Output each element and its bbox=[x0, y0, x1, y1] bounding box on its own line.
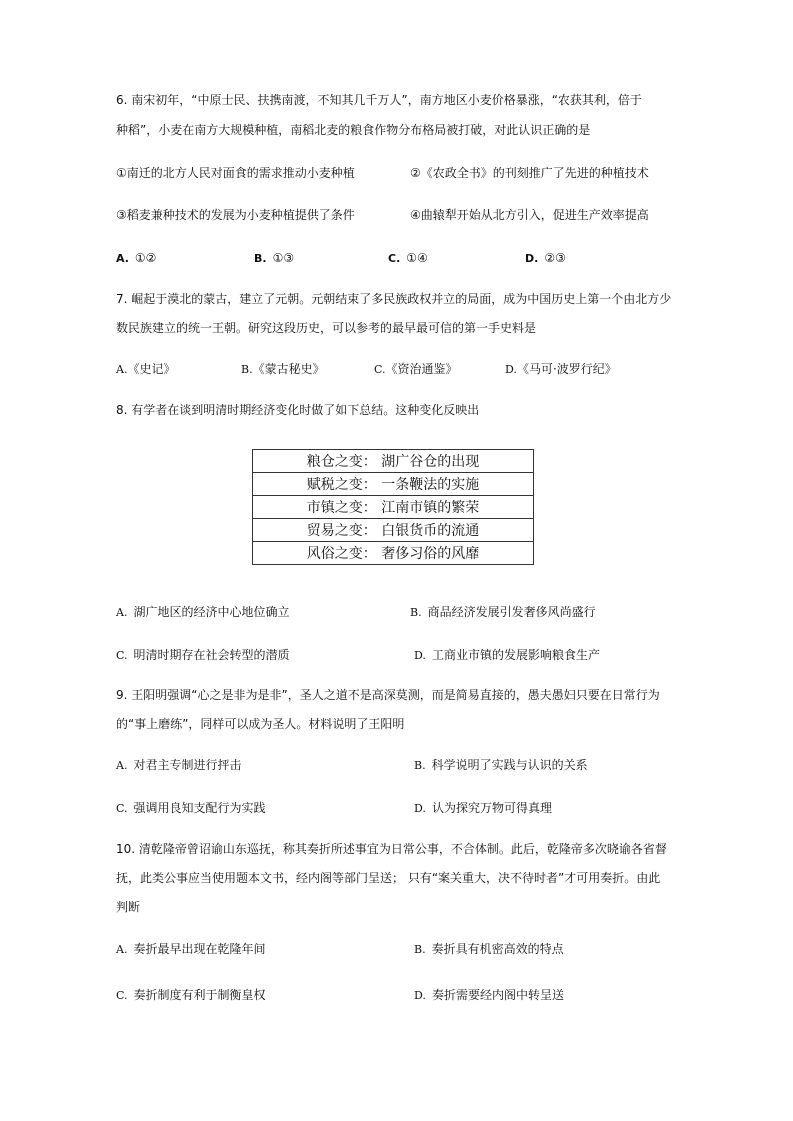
option-text: 奏折制度有利于制衡皇权 bbox=[133, 988, 266, 1002]
option-letter: A. bbox=[116, 252, 129, 265]
option-letter: D. bbox=[414, 649, 426, 662]
option-text: 商品经济发展引发奢侈风尚盛行 bbox=[427, 605, 596, 619]
option-text: 奏折最早出现在乾隆年间 bbox=[133, 942, 266, 956]
option-text: ①④ bbox=[406, 251, 428, 265]
q10-option-c[interactable] bbox=[116, 987, 266, 1004]
q7-stem-line1: 7. 崛起于漠北的蒙古，建立了元朝。元朝结束了多民族政权并立的局面，成为中国历史上第一个由北方少 bbox=[116, 292, 672, 306]
q9-option-b[interactable] bbox=[414, 757, 588, 774]
option-text: 对君主专制进行抨击 bbox=[133, 758, 242, 772]
q6-option-c[interactable] bbox=[388, 250, 428, 267]
q10-option-d[interactable] bbox=[414, 987, 564, 1004]
option-letter: D. bbox=[414, 802, 426, 815]
option-letter: B. bbox=[254, 252, 267, 265]
q6-statement-1: ①南迁的北方人民对面食的需求推动小麦种植 bbox=[116, 166, 355, 180]
option-text: 科学说明了实践与认识的关系 bbox=[431, 758, 588, 772]
option-letter: D. bbox=[414, 989, 426, 1002]
option-letter: A. bbox=[116, 606, 128, 619]
table-row: 粮仓之变： 湖广谷仓的出现 bbox=[253, 450, 534, 473]
q9-stem-line2: 的“事上磨练”，同样可以成为圣人。材料说明了王阳明 bbox=[116, 717, 405, 731]
option-text: 《马可·波罗行纪》 bbox=[516, 362, 617, 376]
option-letter: A. bbox=[116, 759, 128, 772]
table-row: 贸易之变： 白银货币的流通 bbox=[253, 519, 534, 542]
q8-option-a[interactable] bbox=[116, 604, 289, 621]
table-row: 风俗之变： 奢侈习俗的风靡 bbox=[253, 542, 534, 565]
option-letter: B. bbox=[241, 363, 253, 376]
option-text: ①③ bbox=[272, 251, 295, 265]
option-letter: A. bbox=[116, 943, 128, 956]
option-text: ①② bbox=[134, 251, 157, 265]
q6-stem-line2: 种稻”，小麦在南方大规模种植，南稻北麦的粮食作物分布格局被打破，对此认识正确的是 bbox=[116, 123, 591, 137]
q6-option-b[interactable] bbox=[254, 250, 294, 267]
q7-stem-line2: 数民族建立的统一王朝。研究这段历史，可以参考的最早最可信的第一手史料是 bbox=[116, 321, 537, 335]
option-text: 工商业市镇的发展影响粮食生产 bbox=[431, 648, 600, 662]
option-letter: C. bbox=[116, 649, 128, 662]
option-letter: C. bbox=[374, 363, 386, 376]
q8-option-d[interactable] bbox=[414, 647, 600, 664]
option-letter: C. bbox=[116, 989, 128, 1002]
option-letter: A. bbox=[116, 363, 128, 376]
option-letter: B. bbox=[414, 759, 426, 772]
q7-option-d[interactable] bbox=[505, 361, 617, 378]
q6-statement-2: ②《农政全书》的刊刻推广了先进的种植技术 bbox=[410, 166, 649, 180]
option-letter: C. bbox=[388, 252, 401, 265]
q6-stem-line1: 6. 南宋初年，“中原士民、扶携南渡，不知其几千万人”，南方地区小麦价格暴涨，“农获其利，倍于 bbox=[116, 93, 642, 107]
option-text: 奏折具有机密高效的特点 bbox=[431, 942, 564, 956]
q6-statement-3: ③稻麦兼种技术的发展为小麦种植提供了条件 bbox=[116, 208, 355, 222]
option-letter: B. bbox=[414, 943, 426, 956]
q6-statement-4: ④曲辕犁开始从北方引入，促进生产效率提高 bbox=[410, 208, 649, 222]
option-text: 《蒙古秘史》 bbox=[252, 362, 325, 376]
option-text: 认为探究万物可得真理 bbox=[431, 801, 552, 815]
q9-option-d[interactable] bbox=[414, 800, 552, 817]
option-letter: D. bbox=[505, 363, 517, 376]
q7-option-c[interactable] bbox=[374, 361, 458, 378]
q9-stem-line1: 9. 王阳明强调“心之是非为是非”，圣人之道不是高深莫测，而是简易直接的，愚夫愚妇只要在日常行为 bbox=[116, 688, 660, 702]
option-text: 明清时期存在社会转型的潜质 bbox=[133, 648, 290, 662]
q6-option-a[interactable] bbox=[116, 250, 156, 267]
q7-option-b[interactable] bbox=[241, 361, 325, 378]
option-text: 奏折需要经内阁中转呈送 bbox=[431, 988, 564, 1002]
option-text: ②③ bbox=[544, 251, 566, 265]
option-letter: B. bbox=[410, 606, 422, 619]
option-letter: D. bbox=[525, 252, 539, 265]
option-letter: C. bbox=[116, 802, 128, 815]
q8-option-c[interactable] bbox=[116, 647, 290, 664]
q8-summary-table bbox=[252, 449, 534, 565]
q9-option-a[interactable] bbox=[116, 757, 241, 774]
q7-option-a[interactable] bbox=[116, 361, 175, 378]
q10-stem-line3: 判断 bbox=[116, 900, 141, 914]
table-row: 市镇之变： 江南市镇的繁荣 bbox=[253, 496, 534, 519]
table-row: 赋税之变： 一条鞭法的实施 bbox=[253, 473, 534, 496]
option-text: 湖广地区的经济中心地位确立 bbox=[133, 605, 290, 619]
q10-option-b[interactable] bbox=[414, 941, 564, 958]
q8-option-b[interactable] bbox=[410, 604, 596, 621]
q10-option-a[interactable] bbox=[116, 941, 265, 958]
option-text: 《资治通鉴》 bbox=[385, 362, 458, 376]
q6-option-d[interactable] bbox=[525, 250, 566, 267]
q10-stem-line1: 10. 清乾隆帝曾诏谕山东巡抚，称其奏折所述事宜为日常公事，不合体制。此后，乾隆帝多次晓谕各省督 bbox=[116, 842, 667, 856]
q9-option-c[interactable] bbox=[116, 800, 266, 817]
option-text: 《史记》 bbox=[127, 362, 176, 376]
q8-stem: 8. 有学者在谈到明清时期经济变化时做了如下总结。这种变化反映出 bbox=[116, 403, 480, 417]
option-text: 强调用良知支配行为实践 bbox=[133, 801, 266, 815]
q10-stem-line2: 抚，此类公事应当使用题本文书，经内阁等部门呈送； 只有“案关重大，决不待时者”才可用奏折。由此 bbox=[116, 871, 661, 885]
